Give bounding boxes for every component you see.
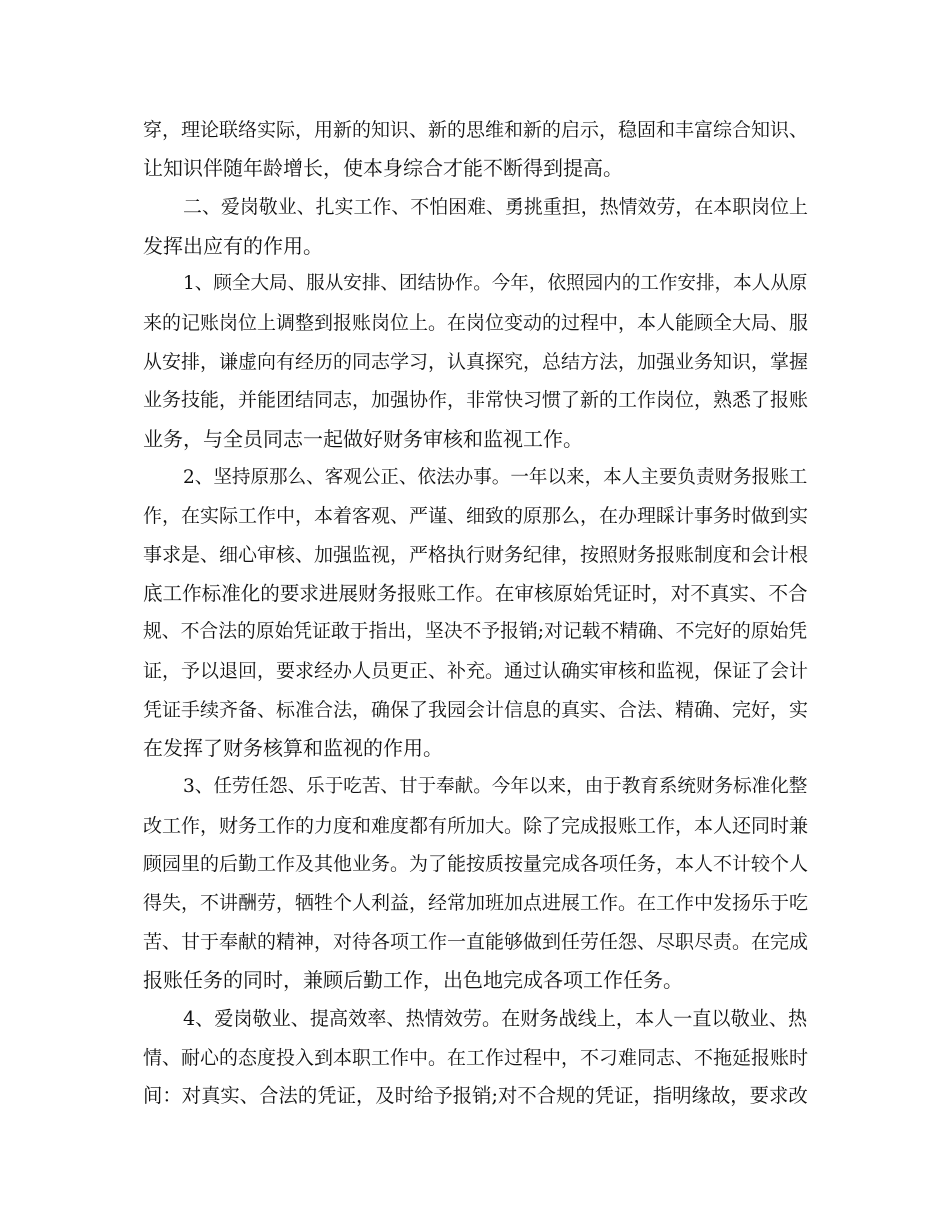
text-line: 事求是、细心审核、加强监视，严格执行财务纪律，按照财务报账制度和会计根 <box>143 544 809 566</box>
text-line: 业务，与全员同志一起做好财务审核和监视工作。 <box>143 427 583 451</box>
text-line: 顾园里的后勤工作及其他业务。为了能按质按量完成各项任务，本人不计较个人 <box>143 853 809 875</box>
text-line: 来的记账岗位上调整到报账岗位上。在岗位变动的过程中，本人能顾全大局、服 <box>143 312 809 334</box>
text-line: 苦、甘于奉献的精神，对待各项工作一直能够做到任劳任怨、尽职尽责。在完成 <box>143 931 809 953</box>
text-line: 穿，理论联络实际，用新的知识、新的思维和新的启示，稳固和丰富综合知识、 <box>143 119 809 141</box>
text-line: 规、不合法的原始凭证敢于指出，坚决不予报销;对记载不精确、不完好的原始凭 <box>143 621 808 642</box>
text-line: 二、爱岗敬业、扎实工作、不怕困难、勇挑重担，热情效劳，在本职岗位上 <box>183 196 808 218</box>
text-line: 底工作标准化的要求进展财务报账工作。在审核原始凭证时，对不真实、不合 <box>143 582 808 605</box>
text-line: 间：对真实、合法的凭证，及时给予报销;对不合规的凭证，指明缘故，要求改 <box>143 1084 808 1107</box>
text-line: 得失，不讲酬劳，牺牲个人利益，经常加班加点进展工作。在工作中发扬乐于吃 <box>143 892 809 914</box>
text-line: 4、爱岗敬业、提高效率、热情效劳。在财务战线上，本人一直以敬业、热 <box>183 1007 808 1030</box>
text-line: 1、顾全大局、服从安排、团结协作。今年，依照园内的工作安排，本人从原 <box>183 273 808 294</box>
text-line: 改工作，财务工作的力度和难度都有所加大。除了完成报账工作，本人还同时兼 <box>143 815 809 837</box>
text-line: 情、耐心的态度投入到本职工作中。在工作过程中，不刁难同志、不拖延报账时 <box>143 1047 809 1069</box>
text-line: 证，予以退回，要求经办人员更正、补充。通过认确实审核和监视，保证了会计 <box>143 660 809 682</box>
text-line: 凭证手续齐备、标准合法，确保了我园会计信息的真实、合法、精确、完好，实 <box>143 699 809 721</box>
text-line: 发挥出应有的作用。 <box>143 234 323 258</box>
text-line: 从安排，谦虚向有经历的同志学习，认真探究，总结方法，加强业务知识，掌握 <box>143 351 809 373</box>
text-line: 报账任务的同时，兼顾后勤工作，出色地完成各项工作任务。 <box>143 968 683 992</box>
text-line: 3、任劳任怨、乐于吃苦、甘于奉献。今年以来，由于教育系统财务标准化整 <box>183 776 808 797</box>
text-line: 2、坚持原那么、客观公正、依法办事。一年以来，本人主要负责财务报账工 <box>183 467 808 488</box>
text-line: 让知识伴随年龄增长，使本身综合才能不断得到提高。 <box>143 156 623 180</box>
text-line: 业务技能，并能团结同志，加强协作，非常快习惯了新的工作岗位，熟悉了报账 <box>143 389 809 411</box>
text-line: 作，在实际工作中，本着客观、严谨、细致的原那么，在办理睬计事务时做到实 <box>143 505 809 527</box>
text-line: 在发挥了财务核算和监视的作用。 <box>143 736 443 760</box>
